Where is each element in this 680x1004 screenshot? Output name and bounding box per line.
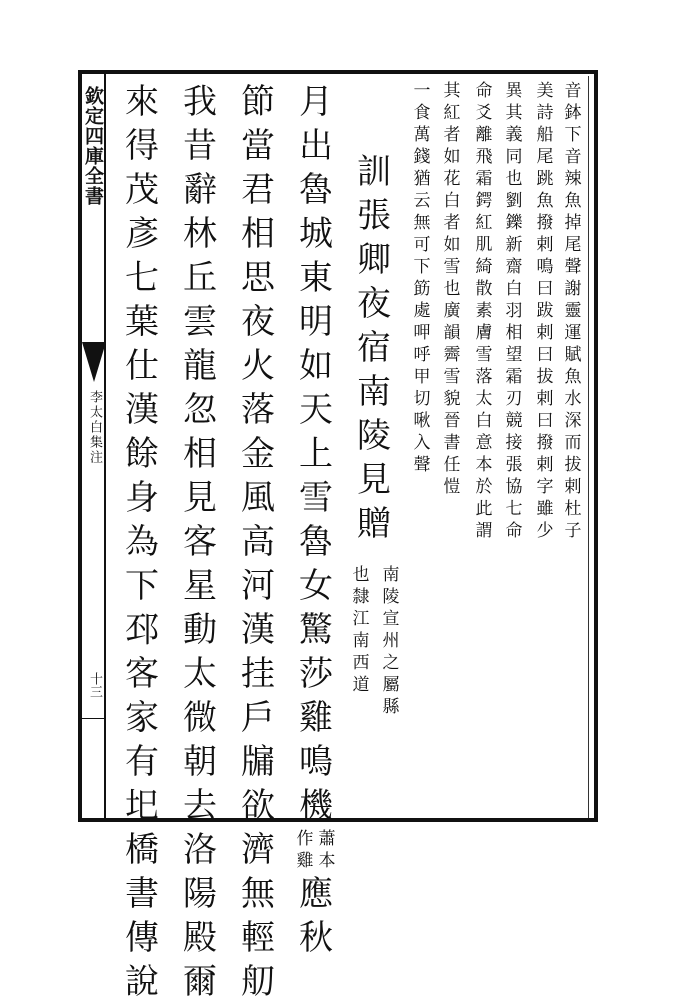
glyph: 紅 <box>475 213 493 233</box>
glyph: 劉 <box>505 191 523 211</box>
glyph: 少 <box>536 521 554 541</box>
glyph: 南 <box>382 565 400 585</box>
glyph: 其 <box>443 81 461 101</box>
glyph: 夜 <box>357 284 391 324</box>
glyph: 風 <box>241 478 275 518</box>
glyph: 微 <box>183 698 217 738</box>
glyph: 下 <box>413 257 431 277</box>
glyph: 動 <box>183 610 217 650</box>
glyph: 霜 <box>505 367 523 387</box>
glyph: 火 <box>241 346 275 386</box>
glyph: 河 <box>241 566 275 606</box>
glyph: 辣 <box>564 169 582 189</box>
glyph: 隸 <box>352 587 370 607</box>
glyph: 太 <box>475 389 493 409</box>
glyph: 太 <box>183 654 217 694</box>
glyph: 為 <box>125 522 159 562</box>
glyph: 掉 <box>564 213 582 233</box>
poem-title-column <box>352 150 396 546</box>
glyph: 應 <box>299 874 333 914</box>
glyph: 張 <box>505 455 523 475</box>
glyph: 新 <box>505 235 523 255</box>
glyph: 州 <box>382 631 400 651</box>
glyph: 月 <box>299 82 333 122</box>
glyph: 音 <box>564 81 582 101</box>
glyph: 韻 <box>443 323 461 343</box>
glyph: 東 <box>299 258 333 298</box>
poem-text-column-1 <box>294 80 338 960</box>
glyph: 錢 <box>413 147 431 167</box>
glyph: 命 <box>505 521 523 541</box>
note-line <box>294 828 316 872</box>
glyph: 如 <box>299 346 333 386</box>
block-mouth-rule <box>104 74 106 818</box>
note-line <box>316 828 338 872</box>
glyph: 書 <box>443 433 461 453</box>
glyph: 仕 <box>125 346 159 386</box>
glyph: 牖 <box>241 742 275 782</box>
glyph: 剌 <box>536 455 554 475</box>
glyph: 卿 <box>357 240 391 280</box>
glyph: 欲 <box>241 786 275 826</box>
glyph: 於 <box>475 477 493 497</box>
glyph: 辭 <box>183 170 217 210</box>
glyph: 七 <box>505 499 523 519</box>
glyph: 者 <box>443 125 461 145</box>
glyph: 朝 <box>183 742 217 782</box>
glyph: 刃 <box>505 389 523 409</box>
poem-text-column-4 <box>120 80 164 1004</box>
glyph: 落 <box>241 390 275 430</box>
glyph: 船 <box>536 125 554 145</box>
glyph: 謝 <box>564 279 582 299</box>
glyph: 杜 <box>564 499 582 519</box>
glyph: 屬 <box>382 675 400 695</box>
glyph: 魯 <box>299 522 333 562</box>
glyph: 龍 <box>183 346 217 386</box>
glyph: 一 <box>413 81 431 101</box>
glyph: 茂 <box>125 170 159 210</box>
glyph: 如 <box>443 147 461 167</box>
glyph: 意 <box>475 433 493 453</box>
glyph: 羽 <box>505 301 523 321</box>
glyph: 邳 <box>125 610 159 650</box>
glyph: 肌 <box>475 235 493 255</box>
glyph: 深 <box>564 411 582 431</box>
fishtail-mark-icon <box>82 342 106 382</box>
glyph: 無 <box>241 874 275 914</box>
interlinear-note <box>294 828 338 872</box>
glyph: 彥 <box>125 214 159 254</box>
glyph: 出 <box>299 126 333 166</box>
commentary-column-1 <box>562 80 584 542</box>
glyph: 忽 <box>183 390 217 430</box>
glyph: 相 <box>241 214 275 254</box>
glyph: 拔 <box>564 455 582 475</box>
glyph: 陽 <box>183 874 217 914</box>
glyph: 雞 <box>296 851 314 871</box>
glyph: 女 <box>299 566 333 606</box>
glyph: 齋 <box>505 257 523 277</box>
glyph: 云 <box>413 191 431 211</box>
glyph: 剌 <box>536 235 554 255</box>
glyph: 戶 <box>241 698 275 738</box>
glyph: 雪 <box>299 478 333 518</box>
glyph: 雞 <box>299 698 333 738</box>
glyph: 任 <box>443 455 461 475</box>
glyph: 贈 <box>357 504 391 544</box>
glyph: 星 <box>183 566 217 606</box>
glyph: 猶 <box>413 169 431 189</box>
commentary-column-5 <box>441 80 463 498</box>
glyph: 林 <box>183 214 217 254</box>
glyph: 張 <box>357 196 391 236</box>
glyph: 說 <box>125 962 159 1002</box>
glyph: 餘 <box>125 434 159 474</box>
glyph: 秋 <box>299 918 333 958</box>
glyph: 謂 <box>475 521 493 541</box>
glyph: 花 <box>443 169 461 189</box>
glyph: 夜 <box>241 302 275 342</box>
glyph: 客 <box>125 654 159 694</box>
glyph: 落 <box>475 367 493 387</box>
glyph: 有 <box>125 742 159 782</box>
glyph: 高 <box>241 522 275 562</box>
glyph: 筯 <box>413 279 431 299</box>
glyph: 昔 <box>183 126 217 166</box>
glyph: 魚 <box>564 191 582 211</box>
glyph: 下 <box>564 125 582 145</box>
glyph: 本 <box>475 455 493 475</box>
glyph: 天 <box>299 390 333 430</box>
glyph: 南 <box>352 631 370 651</box>
glyph: 雪 <box>443 367 461 387</box>
glyph: 無 <box>413 213 431 233</box>
glyph: 鳴 <box>536 257 554 277</box>
glyph: 當 <box>241 126 275 166</box>
glyph: 可 <box>413 235 431 255</box>
glyph: 切 <box>413 389 431 409</box>
glyph: 西 <box>352 653 370 673</box>
glyph: 上 <box>299 434 333 474</box>
glyph: 節 <box>241 82 275 122</box>
glyph: 運 <box>564 323 582 343</box>
glyph: 圯 <box>125 786 159 826</box>
glyph: 丘 <box>183 258 217 298</box>
glyph: 賦 <box>564 345 582 365</box>
glyph: 聲 <box>413 455 431 475</box>
glyph: 異 <box>505 81 523 101</box>
glyph: 客 <box>183 522 217 562</box>
title-note-line-1 <box>380 564 402 718</box>
glyph: 雲 <box>183 302 217 342</box>
glyph: 望 <box>505 345 523 365</box>
glyph: 七 <box>125 258 159 298</box>
glyph: 跋 <box>536 301 554 321</box>
glyph: 見 <box>357 460 391 500</box>
glyph: 得 <box>125 126 159 166</box>
glyph: 也 <box>352 565 370 585</box>
glyph: 白 <box>443 191 461 211</box>
glyph: 其 <box>505 103 523 123</box>
glyph: 綺 <box>475 257 493 277</box>
glyph: 輕 <box>241 918 275 958</box>
glyph: 身 <box>125 478 159 518</box>
commentary-column-2 <box>534 80 556 542</box>
series-title: 欽定四庫全書 <box>82 86 104 206</box>
glyph: 飛 <box>475 147 493 167</box>
glyph: 詩 <box>536 103 554 123</box>
glyph: 濟 <box>241 830 275 870</box>
poem-text-column-2 <box>236 80 280 1004</box>
glyph: 拔 <box>536 367 554 387</box>
glyph: 同 <box>505 147 523 167</box>
glyph: 尾 <box>564 235 582 255</box>
glyph: 甲 <box>413 367 431 387</box>
glyph: 剌 <box>564 477 582 497</box>
title-note-line-2 <box>350 564 372 696</box>
glyph: 莎 <box>299 654 333 694</box>
commentary-column-3 <box>503 80 525 542</box>
glyph: 貌 <box>443 389 461 409</box>
glyph: 素 <box>475 301 493 321</box>
glyph: 廣 <box>443 301 461 321</box>
glyph: 霽 <box>443 345 461 365</box>
glyph: 本 <box>318 851 336 871</box>
glyph: 霜 <box>475 169 493 189</box>
glyph: 挂 <box>241 654 275 694</box>
book-title: 李太白集注 <box>87 390 102 465</box>
glyph: 縣 <box>382 697 400 717</box>
glyph: 雪 <box>475 345 493 365</box>
glyph: 而 <box>564 433 582 453</box>
glyph: 雖 <box>536 499 554 519</box>
glyph: 家 <box>125 698 159 738</box>
glyph: 競 <box>505 411 523 431</box>
glyph: 離 <box>475 125 493 145</box>
glyph: 宿 <box>357 328 391 368</box>
glyph: 金 <box>241 434 275 474</box>
glyph: 雪 <box>443 257 461 277</box>
glyph: 書 <box>125 874 159 914</box>
glyph: 音 <box>564 147 582 167</box>
frame-right-rule <box>594 70 598 822</box>
glyph: 字 <box>536 477 554 497</box>
glyph: 曰 <box>536 345 554 365</box>
glyph: 訓 <box>357 152 391 192</box>
glyph: 此 <box>475 499 493 519</box>
glyph: 接 <box>505 433 523 453</box>
glyph: 陵 <box>357 416 391 456</box>
glyph: 美 <box>536 81 554 101</box>
glyph: 作 <box>296 829 314 849</box>
glyph: 萬 <box>413 125 431 145</box>
glyph: 靈 <box>564 301 582 321</box>
glyph: 也 <box>443 279 461 299</box>
leaf-number-rule <box>82 718 104 719</box>
glyph: 協 <box>505 477 523 497</box>
glyph: 葉 <box>125 302 159 342</box>
glyph: 啾 <box>413 411 431 431</box>
glyph: 洛 <box>183 830 217 870</box>
glyph: 白 <box>505 279 523 299</box>
glyph: 鳴 <box>299 742 333 782</box>
glyph: 子 <box>564 521 582 541</box>
glyph: 魯 <box>299 170 333 210</box>
glyph: 蕭 <box>318 829 336 849</box>
glyph: 見 <box>183 478 217 518</box>
frame-inner-right-rule <box>588 76 589 818</box>
glyph: 鑠 <box>505 213 523 233</box>
glyph: 食 <box>413 103 431 123</box>
glyph: 入 <box>413 433 431 453</box>
glyph: 傳 <box>125 918 159 958</box>
glyph: 曰 <box>536 279 554 299</box>
glyph: 來 <box>125 82 159 122</box>
glyph: 道 <box>352 675 370 695</box>
glyph: 尾 <box>536 147 554 167</box>
glyph: 撥 <box>536 213 554 233</box>
glyph: 愷 <box>443 477 461 497</box>
glyph: 君 <box>241 170 275 210</box>
glyph: 義 <box>505 125 523 145</box>
frame-top-rule <box>78 70 598 74</box>
glyph: 也 <box>505 169 523 189</box>
glyph: 如 <box>443 235 461 255</box>
glyph: 去 <box>183 786 217 826</box>
glyph: 相 <box>183 434 217 474</box>
glyph: 白 <box>475 411 493 431</box>
glyph: 紅 <box>443 103 461 123</box>
glyph: 水 <box>564 389 582 409</box>
glyph: 驚 <box>299 610 333 650</box>
glyph: 鍔 <box>475 191 493 211</box>
commentary-column-6 <box>411 80 433 476</box>
glyph: 思 <box>241 258 275 298</box>
glyph: 魚 <box>564 367 582 387</box>
glyph: 城 <box>299 214 333 254</box>
glyph: 晉 <box>443 411 461 431</box>
glyph: 機 <box>299 786 333 826</box>
glyph: 曰 <box>536 411 554 431</box>
glyph: 爾 <box>183 962 217 1002</box>
glyph: 之 <box>382 653 400 673</box>
poem-text-column-3 <box>178 80 222 1004</box>
glyph: 處 <box>413 301 431 321</box>
glyph: 膚 <box>475 323 493 343</box>
glyph: 聲 <box>564 257 582 277</box>
glyph: 舠 <box>241 962 275 1002</box>
commentary-column-4 <box>473 80 495 542</box>
glyph: 宣 <box>382 609 400 629</box>
glyph: 漢 <box>125 390 159 430</box>
glyph: 呼 <box>413 345 431 365</box>
glyph: 者 <box>443 213 461 233</box>
glyph: 南 <box>357 372 391 412</box>
glyph: 呷 <box>413 323 431 343</box>
glyph: 下 <box>125 566 159 606</box>
glyph: 殿 <box>183 918 217 958</box>
leaf-number: 十三 <box>87 672 102 698</box>
glyph: 江 <box>352 609 370 629</box>
glyph: 剌 <box>536 323 554 343</box>
glyph: 漢 <box>241 610 275 650</box>
glyph: 魚 <box>536 191 554 211</box>
glyph: 撥 <box>536 433 554 453</box>
glyph: 我 <box>183 82 217 122</box>
glyph: 橋 <box>125 830 159 870</box>
glyph: 相 <box>505 323 523 343</box>
glyph: 散 <box>475 279 493 299</box>
glyph: 明 <box>299 302 333 342</box>
glyph: 爻 <box>475 103 493 123</box>
glyph: 鉢 <box>564 103 582 123</box>
glyph: 跳 <box>536 169 554 189</box>
glyph: 命 <box>475 81 493 101</box>
glyph: 剌 <box>536 389 554 409</box>
glyph: 陵 <box>382 587 400 607</box>
